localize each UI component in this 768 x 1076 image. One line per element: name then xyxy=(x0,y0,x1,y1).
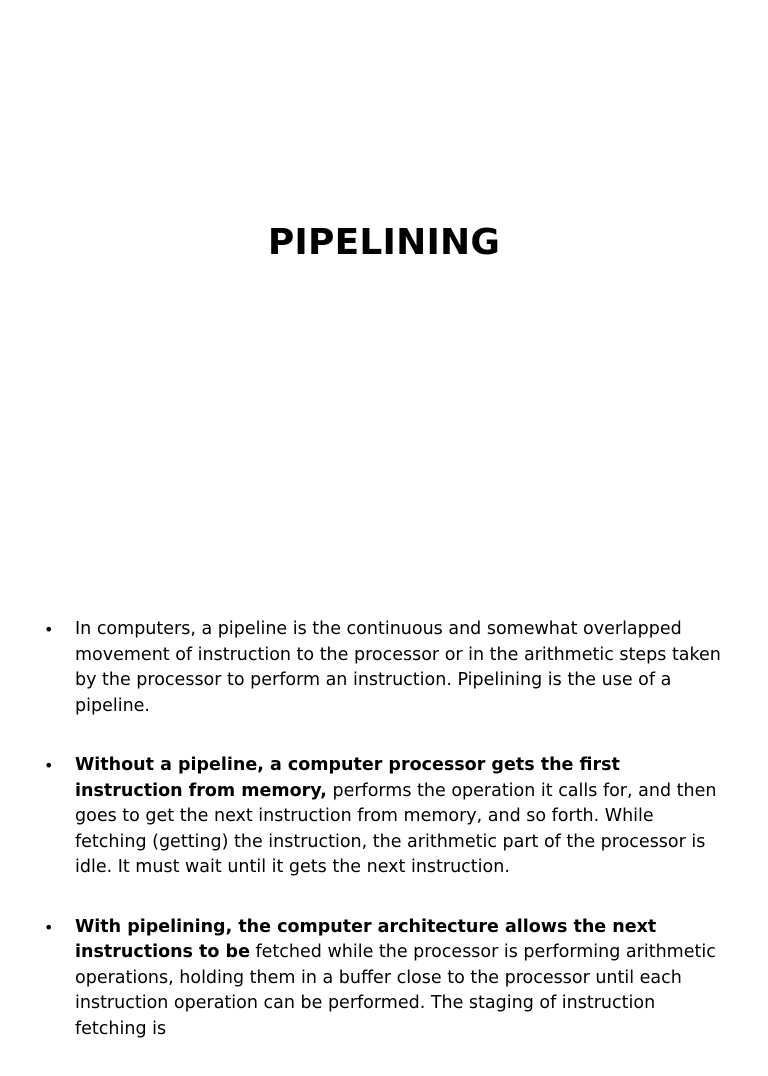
bullet-body: fetched while the processor is performing arithmetic operations, holding them in a buffer close to the processor until each instruction operation can be performed. The staging of instruction fetching is xyxy=(75,942,716,1039)
bullet-body: performs the operation it calls for, and then goes to get the next instruction from memory, and so forth. While fetching (getting) the instruction, the arithmetic part of the processor is idle. It must wait until it gets the next instruction. xyxy=(75,780,717,877)
bullet-bold-lead: Without a pipeline, a computer processor gets the first instruction from memory, xyxy=(75,755,620,801)
bullet-list xyxy=(40,617,730,1076)
bullet-dot-icon: • xyxy=(44,917,54,937)
bullet-text xyxy=(75,617,730,719)
bullet-item-without-pipeline xyxy=(40,753,730,881)
bullet-item-pipeline-definition xyxy=(40,617,730,719)
bullet-dot-icon: • xyxy=(44,620,54,639)
bullet-text xyxy=(75,915,730,1043)
bullet-dot-icon: • xyxy=(44,756,54,775)
slide-title: PIPELINING xyxy=(267,222,501,263)
bullet-text xyxy=(75,753,730,881)
bullet-body: In computers, a pipeline is the continuous and somewhat overlapped movement of instruction to the processor or in the arithmetic steps taken by the processor to perform an instruction. Pipelining is the use of a pipeline. xyxy=(75,619,721,716)
bullet-bold-lead: With pipelining, the computer architecture allows the next instructions to be xyxy=(75,916,657,962)
bullet-item-with-pipelining xyxy=(40,915,730,1043)
